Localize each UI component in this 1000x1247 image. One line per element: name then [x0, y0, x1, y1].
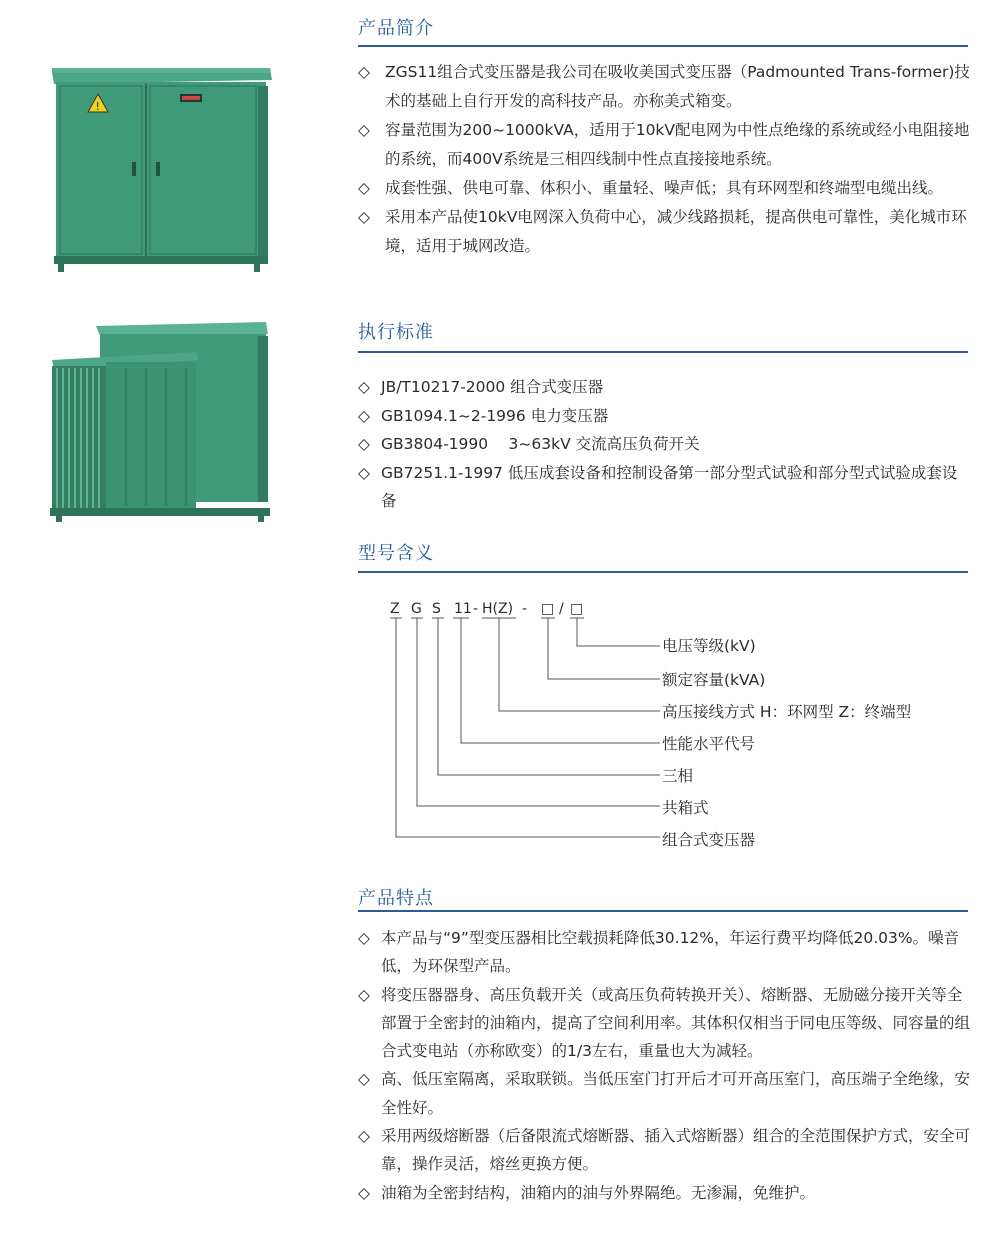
- section-rule-standards: [358, 351, 968, 353]
- list-item: [358, 203, 970, 261]
- diamond-bullet-icon: ◇: [358, 121, 370, 139]
- list-item: [358, 981, 970, 1066]
- section-title-standards: 执行标准: [358, 322, 434, 343]
- model-meaning: 额定容量(kVA): [662, 671, 766, 689]
- model-meaning: 高压接线方式 H：环网型 Z：终端型: [662, 703, 912, 721]
- product-photo-transformer-radiator: [46, 320, 276, 526]
- section-title-features: 产品特点: [358, 888, 434, 909]
- model-meaning: 电压等级(kV): [662, 637, 756, 655]
- list-item: [358, 430, 970, 459]
- code-letter: □: [570, 601, 584, 617]
- section-title-intro: 产品简介: [358, 18, 434, 39]
- feature-text: 高、低压室隔离，采取联锁。当低压室门打开后才可开高压室门，高压端子全绝缘，安全性好。: [381, 1070, 971, 1117]
- model-meaning: 三相: [662, 767, 694, 785]
- model-meaning: 组合式变压器: [662, 831, 756, 849]
- feature-text: 将变压器器身、高压负载开关（或高压负荷转换开关）、熔断器、无励磁分接开关等全部置于全密封的油箱内，提高了空间利用率。其体积仅相当于同电压等级、同容量的组合式变电站（亦称欧变）的1/3左右，重量也大为减轻。: [381, 985, 971, 1061]
- standard-text: GB3804-1990 3~63kV 交流高压负荷开关: [381, 435, 700, 453]
- list-item: [358, 402, 970, 431]
- intro-list: [358, 58, 970, 261]
- standard-text: GB1094.1~2-1996 电力变压器: [381, 406, 609, 425]
- list-item: [358, 1179, 970, 1207]
- intro-text: 容量范围为200~1000kVA，适用于10kV配电网为中性点绝缘的系统或经小电阻接地的系统，而400V系统是三相四线制中性点直接接地系统。: [385, 121, 970, 168]
- intro-text: 成套性强、供电可靠、体积小、重量轻、噪声低；具有环网型和终端型电缆出线。: [385, 179, 944, 197]
- svg-text:!: !: [95, 100, 100, 113]
- list-item: [358, 459, 970, 516]
- list-item: [358, 1122, 970, 1179]
- code-letter: -: [522, 601, 528, 617]
- model-meaning: 性能水平代号: [662, 735, 756, 753]
- list-item: [358, 1065, 970, 1122]
- list-item: [358, 373, 970, 402]
- code-letter: G: [411, 601, 422, 617]
- diamond-bullet-icon: ◇: [358, 929, 370, 947]
- product-photo-cabinet-front: [48, 64, 276, 276]
- section-title-model: 型号含义: [358, 543, 434, 564]
- diamond-bullet-icon: ◇: [358, 63, 370, 81]
- diamond-bullet-icon: ◇: [358, 435, 370, 453]
- intro-text: ZGS11组合式变压器是我公司在吸收美国式变压器（Padmounted Trans-former)技术的基础上自行开发的高科技产品。亦称美式箱变。: [385, 63, 970, 110]
- diamond-bullet-icon: ◇: [358, 208, 370, 226]
- code-letter: S: [432, 601, 441, 617]
- model-code-diagram: [380, 592, 912, 854]
- section-rule-model: [358, 571, 968, 573]
- code-letter: 11: [454, 601, 472, 617]
- code-letter: Z: [390, 601, 400, 617]
- diamond-bullet-icon: ◇: [358, 1127, 370, 1146]
- feature-text: 采用两级熔断器（后备限流式熔断器、插入式熔断器）组合的全范围保护方式，安全可靠，操作灵活，熔丝更换方便。: [381, 1127, 971, 1174]
- feature-text: 油箱为全密封结构，油箱内的油与外界隔绝。无渗漏，免维护。: [381, 1183, 816, 1202]
- code-letter: -: [473, 601, 479, 617]
- standards-list: [358, 373, 970, 516]
- diamond-bullet-icon: ◇: [358, 406, 370, 425]
- code-letter: □: [541, 601, 555, 617]
- features-list: [358, 924, 970, 1207]
- section-rule-features: [358, 910, 968, 912]
- intro-text: 采用本产品使10kV电网深入负荷中心，减少线路损耗，提高供电可靠性，美化城市环境，适用于城网改造。: [385, 208, 967, 255]
- feature-text: 本产品与“9”型变压器相比空载损耗降低30.12%，年运行费平均降低20.03%。噪音低，为环保型产品。: [381, 929, 960, 976]
- diamond-bullet-icon: ◇: [358, 1070, 370, 1089]
- list-item: [358, 174, 970, 203]
- standard-text: JB/T10217-2000 组合式变压器: [381, 378, 604, 396]
- list-item: [358, 58, 970, 116]
- list-item: [358, 116, 970, 174]
- model-meaning: 共箱式: [662, 799, 709, 817]
- diamond-bullet-icon: ◇: [358, 985, 370, 1004]
- diamond-bullet-icon: ◇: [358, 378, 370, 396]
- section-rule-intro: [358, 45, 968, 47]
- diamond-bullet-icon: ◇: [358, 179, 370, 197]
- diamond-bullet-icon: ◇: [358, 1183, 370, 1202]
- diamond-bullet-icon: ◇: [358, 463, 370, 482]
- standard-text: GB7251.1-1997 低压成套设备和控制设备第一部分型式试验和部分型式试验成套设备: [381, 463, 958, 510]
- code-letter: H(Z): [482, 601, 514, 617]
- list-item: [358, 924, 970, 981]
- code-letter: /: [559, 601, 564, 617]
